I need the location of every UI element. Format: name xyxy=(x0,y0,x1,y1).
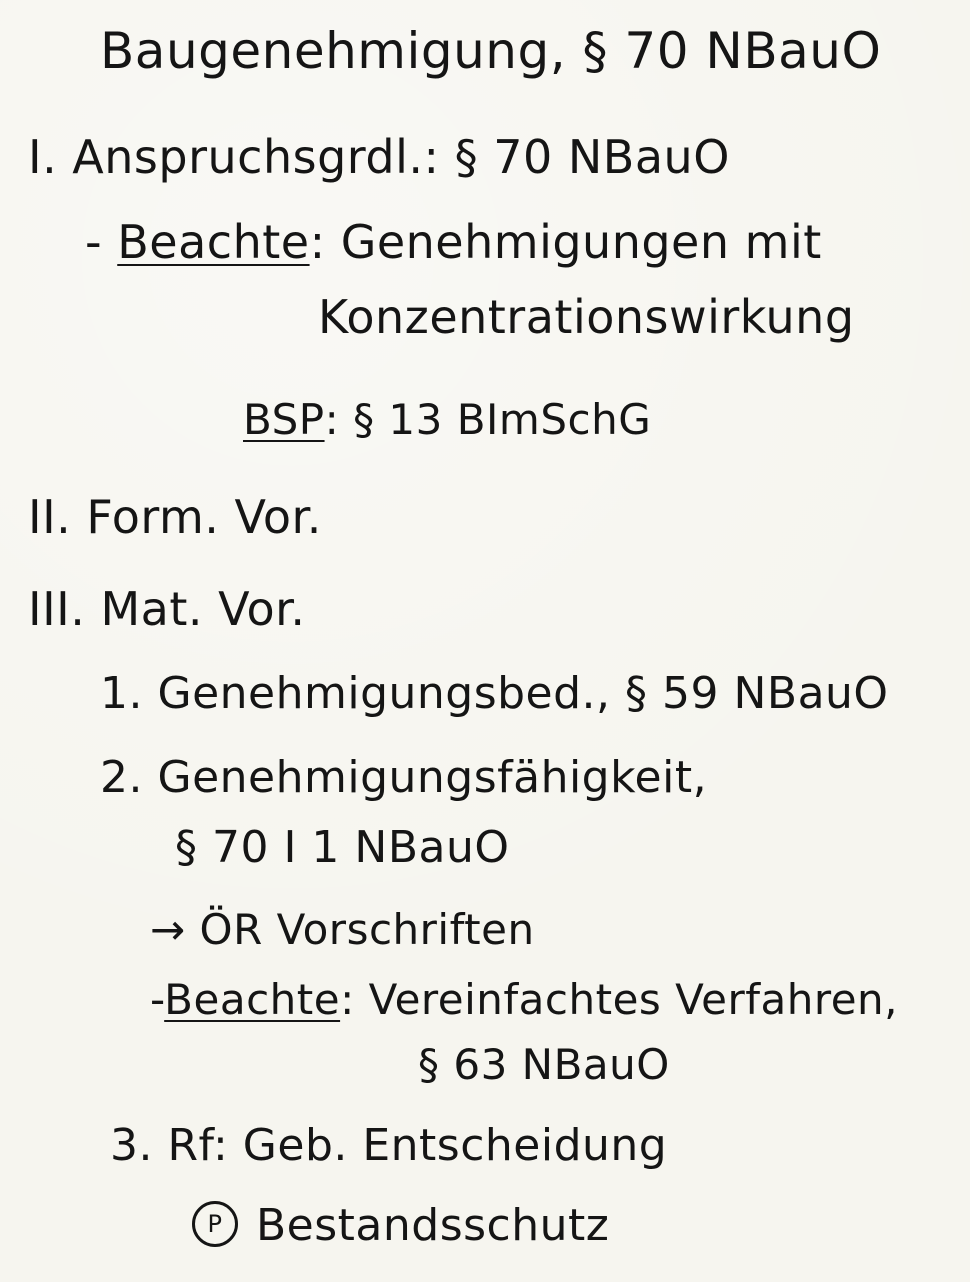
dash: - xyxy=(85,215,118,269)
beachte-keyword: Beachte xyxy=(164,975,341,1024)
beachte-keyword: Beachte xyxy=(117,215,310,269)
section-1-example-line xyxy=(243,395,651,444)
section-1-beachte-line xyxy=(85,215,822,269)
beachte-text: : Vereinfachtes Verfahren, xyxy=(340,975,899,1024)
section-3-item-2-reference: § 70 I 1 NBauO xyxy=(175,822,510,873)
section-3-beachte-line xyxy=(150,975,898,1024)
section-3-item-1: 1. Genehmigungsbed., § 59 NBauO xyxy=(100,668,889,719)
bsp-keyword: BSP xyxy=(243,395,325,444)
section-2-heading: II. Form. Vor. xyxy=(28,490,322,544)
dash: - xyxy=(150,975,165,1024)
bsp-text: : § 13 BImSchG xyxy=(324,395,652,444)
section-3-heading: III. Mat. Vor. xyxy=(28,582,306,636)
circled-p-icon: P xyxy=(192,1201,238,1247)
section-3-problem-line xyxy=(192,1200,609,1251)
section-3-item-2: 2. Genehmigungsfähigkeit, xyxy=(100,752,708,803)
section-3-beachte-reference: § 63 NBauO xyxy=(418,1040,670,1089)
section-1-beachte-continuation: Konzentrationswirkung xyxy=(318,290,855,344)
beachte-text: : Genehmigungen mit xyxy=(309,215,822,269)
section-1-heading: I. Anspruchsgrdl.: § 70 NBauO xyxy=(28,130,730,184)
section-3-arrow-line: → ÖR Vorschriften xyxy=(150,905,535,954)
page-title: Baugenehmigung, § 70 NBauO xyxy=(100,22,882,80)
bestandsschutz-text: Bestandsschutz xyxy=(256,1200,610,1251)
section-3-item-3: 3. Rf: Geb. Entscheidung xyxy=(110,1120,668,1171)
